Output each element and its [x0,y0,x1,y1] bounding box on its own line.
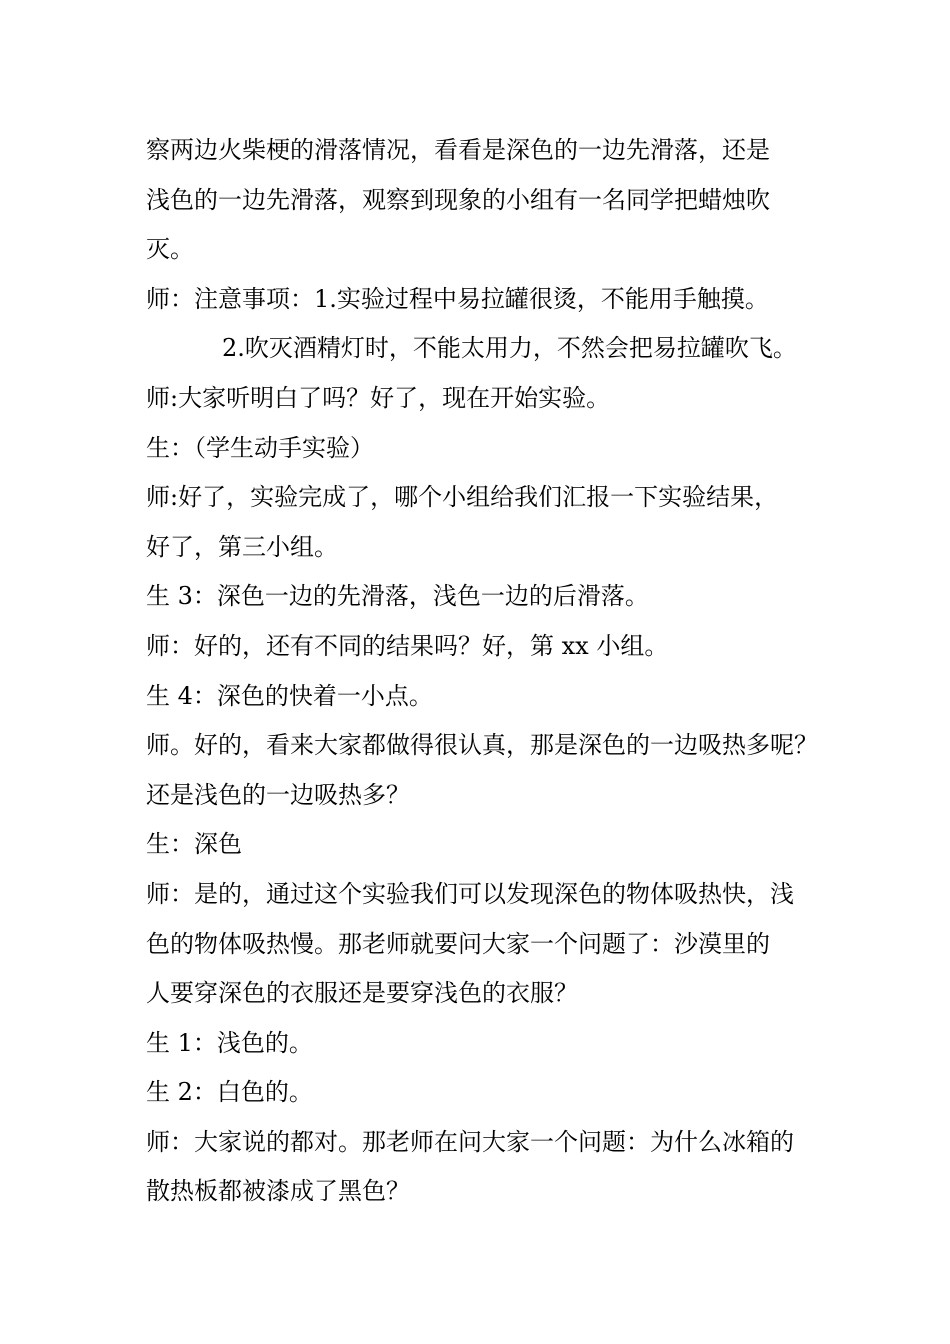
text-line: 生 4：深色的快着一小点。 [146,681,433,710]
text-line: 浅色的一边先滑落，观察到现象的小组有一名同学把蜡烛吹 [146,185,770,214]
text-line: 师：好的，还有不同的结果吗？好，第 xx 小组。 [146,631,669,660]
text-line: 还是浅色的一边吸热多？ [146,780,410,809]
text-line: 生 1：浅色的。 [146,1028,313,1057]
text-line: 色的物体吸热慢。那老师就要问大家一个问题了：沙漠里的 [146,929,770,958]
text-line: 灭。 [146,235,194,264]
text-line: 人要穿深色的衣服还是要穿浅色的衣服？ [146,979,578,1008]
text-line: 生 3：深色一边的先滑落，浅色一边的后滑落。 [146,582,649,611]
text-line: 师:好了，实验完成了，哪个小组给我们汇报一下实验结果， [146,483,779,512]
document-body [146,126,846,1217]
text-line: 师：大家说的都对。那老师在问大家一个问题：为什么冰箱的 [146,1127,794,1156]
text-line: 生：深色 [146,830,242,859]
text-line: 师：注意事项：1.实验过程中易拉罐很烫，不能用手触摸。 [146,284,769,313]
text-line-indented: 2.吹灭酒精灯时，不能太用力，不然会把易拉罐吹飞。 [222,334,797,363]
text-line: 师：是的，通过这个实验我们可以发现深色的物体吸热快，浅 [146,879,794,908]
text-line: 生 2：白色的。 [146,1078,313,1107]
text-line: 好了，第三小组。 [146,532,338,561]
text-line: 散热板都被漆成了黑色？ [146,1177,410,1206]
text-line: 察两边火柴梗的滑落情况，看看是深色的一边先滑落，还是 [146,136,770,164]
text-line: 生：（学生动手实验） [146,433,374,462]
text-line: 师:大家听明白了吗？好了，现在开始实验。 [146,383,611,412]
text-line: 师。好的，看来大家都做得很认真，那是深色的一边吸热多呢？ [146,731,818,760]
